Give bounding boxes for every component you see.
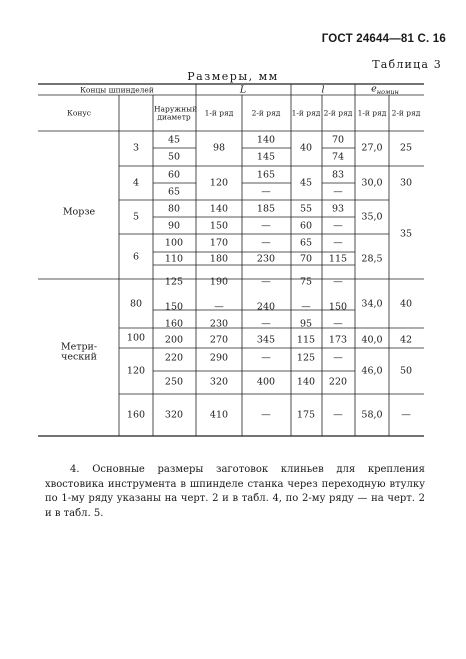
table-label: Таблица 3 — [372, 58, 442, 71]
l1-cell: 175 — [296, 409, 316, 421]
e1-cell: 27,0 — [361, 142, 383, 154]
header-L-row2: 2-й ряд — [251, 108, 281, 118]
cone-cell: 4 — [132, 177, 140, 189]
e2-cell: 30 — [399, 177, 413, 189]
L1-cell: 98 — [212, 142, 226, 154]
l1-cell: 140 — [296, 376, 316, 388]
diameter-cell: 50 — [167, 151, 181, 163]
diameter-cell: 45 — [167, 134, 181, 146]
l2-cell: 173 — [328, 334, 348, 346]
l1-cell: 125 — [296, 352, 316, 364]
e2-cell: 40 — [399, 298, 413, 310]
L1-cell: 180 — [209, 253, 229, 265]
diameter-cell: 65 — [167, 186, 181, 198]
L2-cell: 140 — [256, 134, 276, 146]
body-paragraph: 4. Основные размеры заготовок клиньев для крепления хвостовика инструмента в шпинделе станка через переходную втулку по 1-му ряду указаны на черт. 2 и в табл. 4, по 2-му ряду — на черт. 2 и в табл. 5. — [45, 464, 425, 519]
cone-cell: 80 — [129, 298, 143, 310]
page-header: ГОСТ 24644—81 С. 16 — [321, 33, 446, 45]
L1-cell: 190 — [209, 276, 229, 288]
l2-cell: 93 — [331, 203, 345, 215]
L2-cell: — — [261, 352, 271, 364]
l1-cell: 95 — [299, 318, 313, 330]
diameter-cell: 90 — [167, 220, 181, 232]
L2-cell: — — [261, 318, 271, 330]
L1-cell: 170 — [209, 237, 229, 249]
e1-cell: 46,0 — [361, 365, 383, 377]
header-e-row2: 2-й ряд — [391, 108, 421, 118]
l2-cell: — — [333, 409, 343, 421]
L1-cell: 120 — [209, 177, 229, 189]
l2-cell: — — [333, 220, 343, 232]
cone-cell: 5 — [132, 211, 140, 223]
l1-cell: 115 — [296, 334, 316, 346]
header-L: L — [239, 84, 247, 96]
l1-cell: 45 — [299, 177, 313, 189]
header-l: l — [321, 84, 325, 96]
diameter-cell: 320 — [164, 409, 184, 421]
diameter-cell: 220 — [164, 352, 184, 364]
cone-cell: 120 — [126, 365, 146, 377]
l2-cell: 115 — [328, 253, 348, 265]
cone-cell: 3 — [132, 142, 140, 154]
L2-cell: — — [261, 276, 271, 288]
l2-cell: 83 — [331, 169, 345, 181]
l2-cell: 220 — [328, 376, 348, 388]
header-cone: Конус — [67, 108, 91, 118]
L2-cell: 400 — [256, 376, 276, 388]
cone-cell: 100 — [126, 332, 146, 344]
diameter-cell: 60 — [167, 169, 181, 181]
header-spindle-ends: Концы шпинделей — [80, 85, 154, 95]
L2-cell: 185 — [256, 203, 276, 215]
diameter-cell: 160 — [164, 318, 184, 330]
L1-cell: 410 — [209, 409, 229, 421]
L1-cell: 150 — [209, 220, 229, 232]
l1-cell: 70 — [299, 253, 313, 265]
l2-cell: — — [333, 237, 343, 249]
e1-cell: 58,0 — [361, 409, 383, 421]
group-morse: Морзе — [62, 206, 96, 218]
L1-cell: — — [214, 301, 224, 313]
e2-cell: 50 — [399, 365, 413, 377]
L2-cell: — — [261, 409, 271, 421]
L1-cell: 290 — [209, 352, 229, 364]
header-l-row1: 1-й ряд — [291, 108, 321, 118]
l1-cell: 40 — [299, 142, 313, 154]
l2-cell: — — [333, 318, 343, 330]
table-caption: Размеры, мм — [187, 70, 279, 83]
e1-cell: 34,0 — [361, 298, 383, 310]
l2-cell: 70 — [331, 134, 345, 146]
e2-cell: 35 — [399, 228, 413, 240]
l1-cell: 75 — [299, 276, 313, 288]
L2-cell: 345 — [256, 334, 276, 346]
L2-cell: — — [261, 186, 271, 198]
e1-cell: 35,0 — [361, 211, 383, 223]
l2-cell: 74 — [331, 151, 345, 163]
diameter-cell: 150 — [164, 301, 184, 313]
L2-cell: — — [261, 220, 271, 232]
diameter-cell: 125 — [164, 276, 184, 288]
diameter-cell: 250 — [164, 376, 184, 388]
cone-cell: 160 — [126, 409, 146, 421]
l1-cell: 60 — [299, 220, 313, 232]
diameter-cell: 100 — [164, 237, 184, 249]
e2-cell: 42 — [399, 334, 413, 346]
header-e-row1: 1-й ряд — [357, 108, 387, 118]
L2-cell: — — [261, 237, 271, 249]
header-e-letter: e — [371, 83, 377, 95]
L2-cell: 230 — [256, 253, 276, 265]
group-metric: Метри-ческий — [60, 341, 98, 362]
l2-cell: — — [333, 186, 343, 198]
e1-cell: 28,5 — [361, 253, 383, 265]
e2-cell: — — [401, 409, 411, 421]
L2-cell: 165 — [256, 169, 276, 181]
l2-cell: 150 — [328, 301, 348, 313]
l1-cell: — — [301, 301, 311, 313]
diameter-cell: 200 — [164, 334, 184, 346]
l1-cell: 55 — [299, 203, 313, 215]
header-e-sub: номин — [376, 88, 399, 97]
header-outer-diameter: Наружный диаметр — [154, 104, 198, 121]
L1-cell: 140 — [209, 203, 229, 215]
L1-cell: 230 — [209, 318, 229, 330]
l2-cell: — — [333, 276, 343, 288]
L2-cell: 145 — [256, 151, 276, 163]
e2-cell: 25 — [399, 142, 413, 154]
diameter-cell: 80 — [167, 203, 181, 215]
diameter-cell: 110 — [164, 253, 184, 265]
L2-cell: 240 — [256, 301, 276, 313]
L1-cell: 270 — [209, 334, 229, 346]
e1-cell: 40,0 — [361, 334, 383, 346]
header-e — [371, 84, 399, 95]
header-L-row1: 1-й ряд — [204, 108, 234, 118]
cone-cell: 6 — [132, 251, 140, 263]
l2-cell: — — [333, 352, 343, 364]
e1-cell: 30,0 — [361, 177, 383, 189]
l1-cell: 65 — [299, 237, 313, 249]
header-l-row2: 2-й ряд — [323, 108, 353, 118]
L1-cell: 320 — [209, 376, 229, 388]
